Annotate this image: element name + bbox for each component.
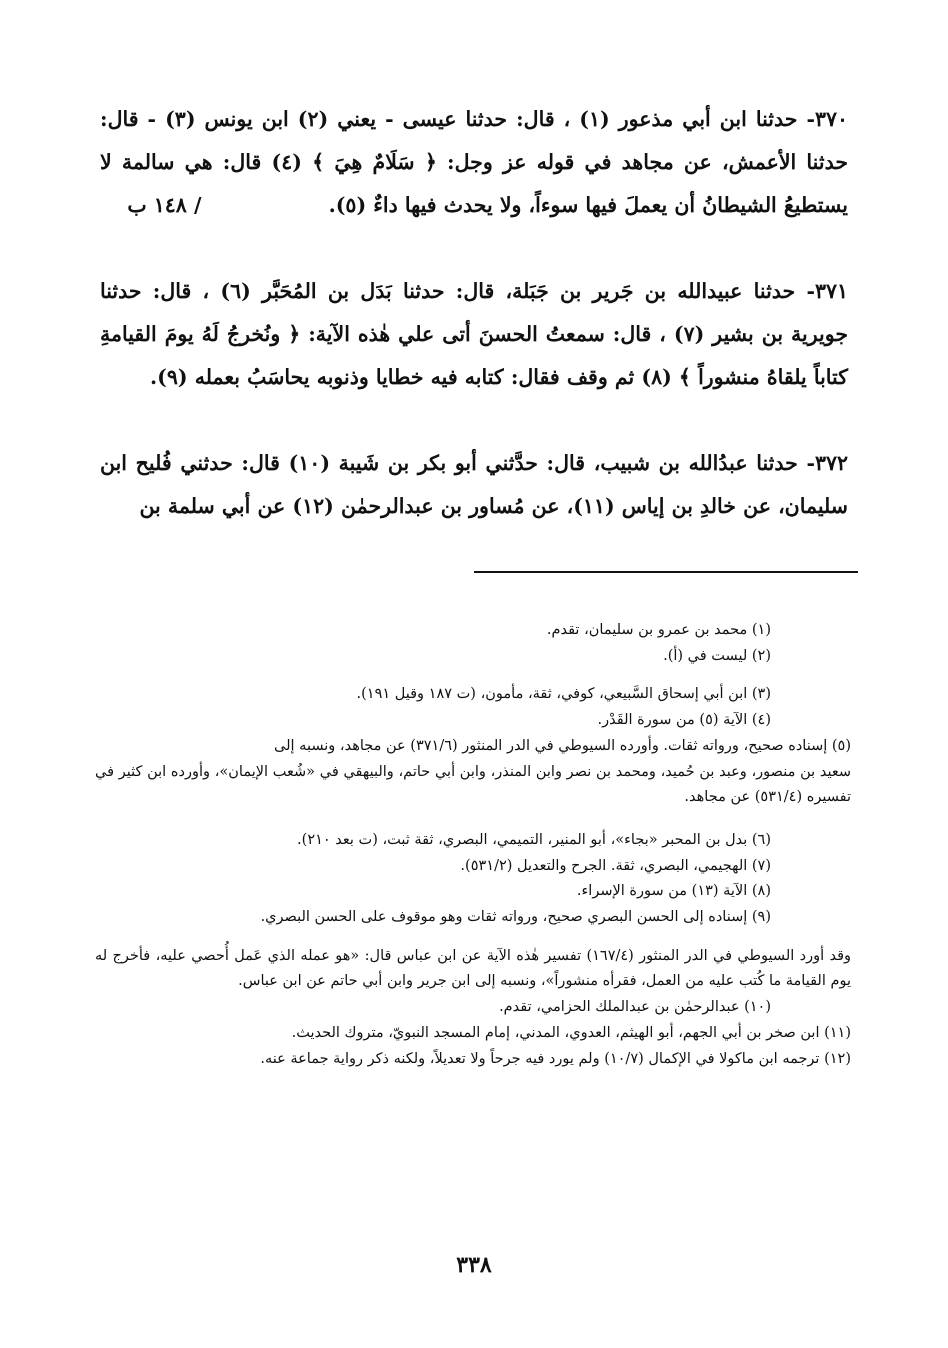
footnotes bbox=[95, 618, 851, 1072]
hadith-370 bbox=[100, 98, 848, 227]
footnote-12: (١٢) ترجمه ابن ماكولا في الإكمال (١٠/٧) ولم يورد فيه جرحاً ولا تعديلاً، ولكنه ذكر رواية جماعة عنه. bbox=[260, 1050, 851, 1067]
hadith-372: ٣٧٢- حدثنا عبدُالله بن شبيب، قال: حدَّثني أبو بكر بن شَيبة (١٠) قال: حدثني فُليح ابن سليمان، عن خالدِ بن إياس (١١)، عن مُساور بن عبدالرحمٰن (١٢) عن أبي سلمة بن bbox=[100, 451, 848, 518]
footnote-9: (٩) إسناده إلى الحسن البصري صحيح، ورواته ثقات وهو موقوف على الحسن البصري. bbox=[260, 909, 771, 926]
footnote-separator bbox=[474, 571, 858, 573]
footnote-5: (٥) إسناده صحيح، ورواته ثقات. وأورده السيوطي في الدر المنثور (٣٧١/٦) عن مجاهد، ونسبه إلى bbox=[274, 737, 851, 754]
footnote-10: (١٠) عبدالرحمٰن بن عبدالملك الحزامي، تقدم. bbox=[499, 999, 771, 1016]
footnote-7: (٧) الهجيمي، البصري، ثقة. الجرح والتعديل (٥٣١/٢). bbox=[460, 857, 771, 874]
main-text bbox=[100, 98, 848, 528]
footnote-2: (٢) ليست في (أ). bbox=[663, 647, 771, 664]
hadith-370-text: ٣٧٠- حدثنا ابن أبي مذعور (١) ، قال: حدثنا عيسى - يعني (٢) ابن يونس (٣) - قال: حدثنا الأعمش، عن مجاهد في قوله عز وجل: ﴿ سَلَامٌ هِيَ ﴾ (٤) قال: هي سالمة لا يستطيعُ الشيطانُ أن يعملَ فيها سوءاً، ولا يحدث فيها داءٌ (٥). bbox=[100, 107, 848, 217]
footnote-9-continued: وقد أورد السيوطي في الدر المنثور (١٦٧/٤) تفسير هٰذه الآية عن ابن عباس قال: «هو عمله الذي عَمل أُحصي عليه، فأخرج له يوم القيامة ما كُتب عليه من العمل، فقرأه منشوراً»، ونسبه إلى ابن جرير وابن أبي حاتم عن ابن عباس. bbox=[95, 947, 851, 990]
footnote-1: (١) محمد بن عمرو بن سليمان، تقدم. bbox=[546, 622, 771, 638]
folio-marker: / ١٤٨ ب bbox=[127, 193, 202, 217]
hadith-371: ٣٧١- حدثنا عبيدالله بن جَرير بن جَبَلة، قال: حدثنا بَدَل بن المُحَبَّر (٦) ، قال: حدثنا جويرية بن بشير (٧) ، قال: سمعتُ الحسنَ أتى علي هٰذه الآية: ﴿ ونُخرجُ لَهُ يومَ القيامةِ كتاباً يلقاهُ منشوراً ﴾ (٨) ثم وقف فقال: كتابه فيه خطايا وذنوبه يحاسَبُ بعمله (٩). bbox=[100, 279, 849, 389]
page-number: ٣٣٨ bbox=[456, 1252, 492, 1278]
footnote-4: (٤) الآية (٥) من سورة القَدْر. bbox=[597, 712, 771, 729]
footnote-8: (٨) الآية (١٣) من سورة الإسراء. bbox=[576, 883, 771, 900]
footnote-5-continued: سعيد بن منصور، وعبد بن حُميد، ومحمد بن نصر وابن المنذر، وابن أبي حاتم، والبيهقي في «شُعب الإيمان»، وأورده ابن كثير في تفسيره (٥٣١/٤) عن مجاهد. bbox=[95, 763, 851, 806]
footnote-11: (١١) ابن صخر بن أبي الجهم، أبو الهيثم، العدوي، المدني، إمام المسجد النبويّ، متروك الحديث. bbox=[291, 1024, 851, 1041]
footnote-3: (٣) ابن أبي إسحاق السَّبيعي، كوفي، ثقة، مأمون، (ت ١٨٧ وقيل ١٩١). bbox=[356, 686, 771, 703]
footnote-6: (٦) بدل بن المحبر «بجاء»، أبو المنير، التميمي، البصري، ثقة ثبت، (ت بعد ٢١٠). bbox=[297, 831, 771, 848]
